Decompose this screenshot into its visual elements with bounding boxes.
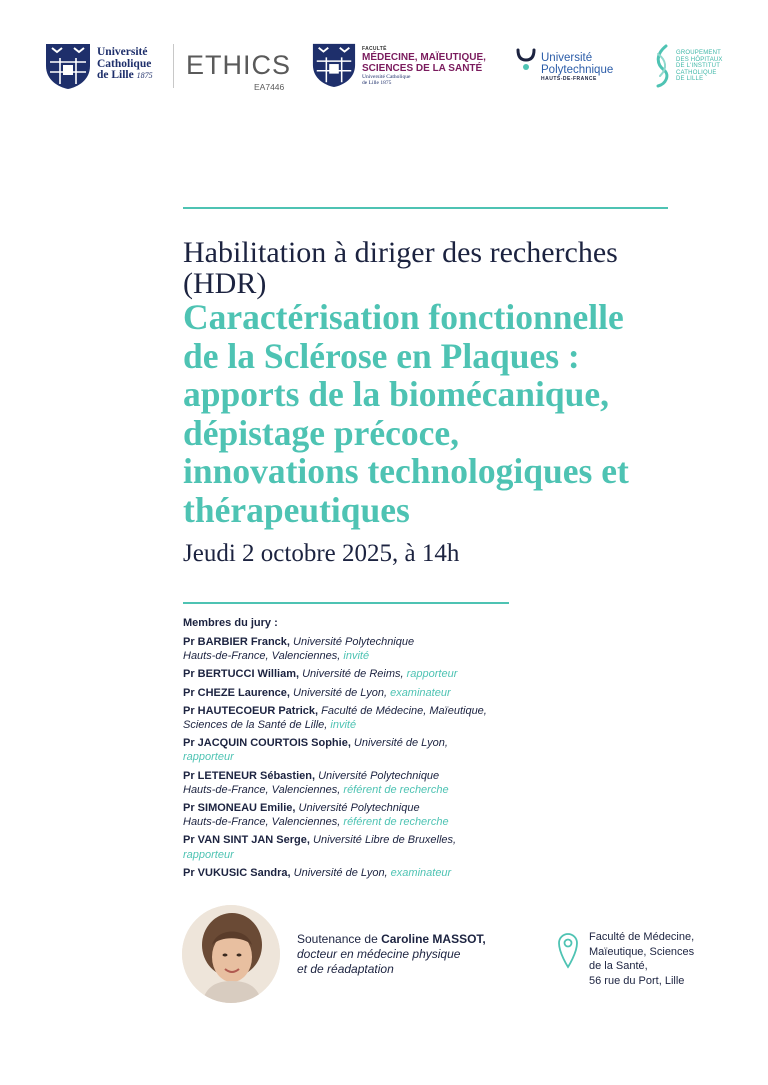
faculty-name-line1: MÉDECINE, MAÏEUTIQUE, bbox=[362, 52, 486, 63]
hdr-line2: (HDR) bbox=[183, 267, 267, 300]
jury-member-role: rapporteur bbox=[183, 751, 234, 764]
location-pin-icon bbox=[557, 931, 579, 969]
faculty-sub-line2: de Lille 1875 bbox=[362, 80, 392, 86]
jury-member-role: référent de recherche bbox=[340, 783, 449, 796]
ucl-logo bbox=[44, 42, 164, 94]
jury-member-name: Pr SIMONEAU Emilie, bbox=[183, 802, 296, 815]
upol-line2: Polytechnique bbox=[541, 64, 614, 76]
ucl-year: 1875 bbox=[136, 71, 153, 80]
address-line2: Maïeutique, Sciences bbox=[589, 945, 695, 958]
jury-member-role: rapporteur bbox=[403, 668, 458, 681]
jury-member bbox=[183, 667, 563, 681]
upol-line1: Université bbox=[541, 52, 593, 64]
ucl-line3: de Lille bbox=[97, 69, 134, 81]
jury-member-name: Pr VAN SINT JAN Serge, bbox=[183, 834, 310, 847]
thesis-line: Caractérisation fonctionnelle bbox=[183, 297, 624, 337]
thesis-line: apports de la biomécanique, bbox=[183, 374, 610, 414]
jury-member-affiliation: Université de Lyon, bbox=[290, 866, 388, 879]
upol-icon bbox=[515, 46, 537, 72]
faculty-name-line2: SCIENCES DE LA SANTÉ bbox=[362, 63, 483, 74]
jury-member-affiliation: Hauts-de-France, Valenciennes, bbox=[183, 783, 341, 796]
defense-date: Jeudi 2 octobre 2025, à 14h bbox=[183, 540, 460, 567]
upol-logo bbox=[541, 52, 613, 82]
jury-member-affiliation: Université de Lyon, bbox=[350, 737, 448, 750]
jury-member-affiliation: Université de Reims, bbox=[299, 668, 404, 681]
jury-member-role: invité bbox=[327, 719, 357, 732]
jury-member-affiliation: Faculté de Médecine, Maïeutique, bbox=[318, 704, 487, 717]
venue-address bbox=[589, 930, 729, 988]
ucl-line2: Catholique bbox=[97, 57, 152, 70]
jury-divider bbox=[183, 602, 509, 604]
hdr-line1: Habilitation à diriger des recherches bbox=[183, 236, 618, 269]
jury-member bbox=[183, 635, 563, 663]
jury-member-name: Pr VUKUSIC Sandra, bbox=[183, 866, 291, 879]
faculty-logo bbox=[362, 46, 502, 86]
thesis-line: de la Sclérose en Plaques : bbox=[183, 335, 580, 376]
defense-prefix: Soutenance de bbox=[297, 932, 382, 946]
jury-member-affiliation: Université Polytechnique bbox=[295, 802, 420, 815]
jury-member-name: Pr CHEZE Laurence, bbox=[183, 686, 290, 699]
logo-divider bbox=[173, 44, 174, 88]
jury-member-role: invité bbox=[340, 650, 370, 663]
ucl-line1: Université bbox=[97, 46, 148, 58]
thesis-title bbox=[183, 298, 743, 529]
candidate-title-line1: docteur en médecine physique bbox=[297, 947, 461, 961]
jury-member-name: Pr BERTUCCI William, bbox=[183, 668, 300, 681]
jury-member-name: Pr LETENEUR Sébastien, bbox=[183, 769, 316, 782]
jury-member-name: Pr JACQUIN COURTOIS Sophie, bbox=[183, 737, 351, 750]
ethics-code: EA7446 bbox=[254, 82, 285, 92]
candidate-photo bbox=[182, 905, 280, 1003]
ethics-logo: ETHICS bbox=[186, 50, 292, 80]
jury-member-affiliation: Université de Lyon, bbox=[289, 686, 388, 699]
ucl-name bbox=[97, 47, 153, 82]
jury-member bbox=[183, 801, 563, 829]
jury-member-name: Pr HAUTECOEUR Patrick, bbox=[183, 704, 319, 717]
jury-member-role: examinateur bbox=[387, 866, 452, 879]
jury-member bbox=[183, 704, 563, 732]
ghicl-line5: DE LILLE bbox=[676, 76, 704, 82]
upol-sub: HAUTS-DE-FRANCE bbox=[541, 76, 597, 82]
ghicl-logo bbox=[676, 50, 723, 83]
thesis-line: innovations technologiques et bbox=[183, 451, 629, 491]
jury-member bbox=[183, 833, 563, 861]
jury-member bbox=[183, 769, 563, 797]
thesis-line: dépistage précoce, bbox=[183, 412, 460, 453]
address-line1: Faculté de Médecine, bbox=[589, 931, 695, 943]
hdr-heading bbox=[183, 237, 723, 299]
jury-member-name: Pr BARBIER Franck, bbox=[183, 636, 290, 648]
ghicl-line1: GROUPEMENT bbox=[676, 50, 722, 56]
jury-list bbox=[183, 635, 563, 884]
ucl-shield-icon bbox=[44, 42, 92, 90]
ghicl-line4: CATHOLIQUE bbox=[676, 69, 717, 76]
jury-member-affiliation: Hauts-de-France, Valenciennes, bbox=[183, 650, 341, 663]
jury-member-role: référent de recherche bbox=[340, 816, 449, 829]
thesis-line: thérapeutiques bbox=[183, 489, 410, 530]
jury-member bbox=[183, 686, 563, 700]
candidate-name: Caroline MASSOT, bbox=[381, 932, 486, 946]
jury-member-role: examinateur bbox=[387, 686, 451, 699]
jury-member bbox=[183, 866, 563, 880]
faculty-shield-icon bbox=[311, 42, 357, 88]
jury-member-affiliation: Université Polytechnique bbox=[289, 636, 415, 648]
ghicl-line2: DES HÔPITAUX bbox=[676, 56, 723, 63]
address-line4: 56 rue du Port, Lille bbox=[589, 974, 685, 987]
candidate-portrait-icon bbox=[182, 905, 280, 1003]
defense-info bbox=[297, 932, 557, 977]
jury-member-affiliation: Sciences de la Santé de Lille, bbox=[183, 719, 328, 732]
jury-member bbox=[183, 736, 563, 764]
ghicl-line3: DE L'INSTITUT bbox=[676, 63, 721, 69]
jury-member-role: rapporteur bbox=[183, 848, 234, 861]
jury-heading: Membres du jury : bbox=[183, 617, 278, 629]
faculty-sub-line1: Université Catholique bbox=[362, 74, 411, 80]
address-line3: de la Santé, bbox=[589, 960, 648, 972]
jury-member-affiliation: Hauts-de-France, Valenciennes, bbox=[183, 816, 341, 829]
jury-member-affiliation: Université Libre de Bruxelles, bbox=[309, 834, 457, 847]
faculty-label: FACULTÉ bbox=[362, 46, 387, 52]
top-divider bbox=[183, 207, 668, 209]
ghicl-icon bbox=[652, 44, 674, 88]
jury-member-affiliation: Université Polytechnique bbox=[315, 769, 440, 782]
candidate-title-line2: et de réadaptation bbox=[297, 962, 394, 976]
